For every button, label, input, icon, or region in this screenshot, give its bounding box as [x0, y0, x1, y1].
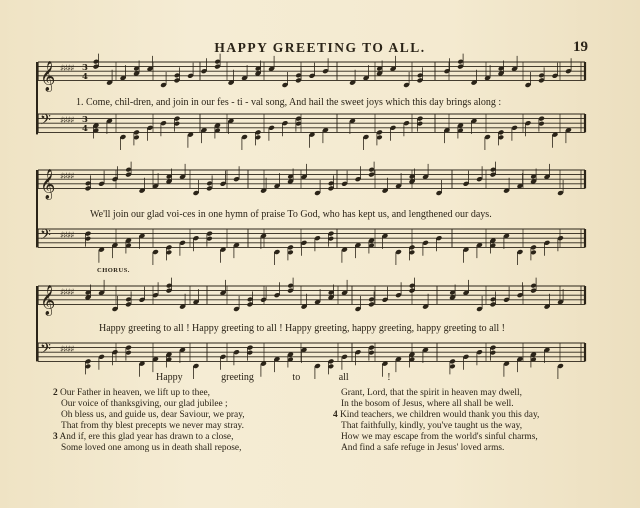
key-signature: ♯♯♯♯ [60, 64, 74, 74]
verse-2-line-2: Our voice of thanksgiving, our glad jubilee ; [61, 398, 228, 409]
verse-3-line-3: Grant, Lord, that the spirit in heaven may dwell, [341, 388, 522, 398]
lyrics-chorus-treble: Happy greeting to all ! Happy greeting to all ! Happy greeting, happy greeting, happy greeting to all ! [99, 323, 505, 334]
verse-3-line-1: 3 And if, ere this glad year has drawn to a close, [53, 431, 234, 442]
verse-4-line-3: How we may escape from the world's sinful charms, [341, 431, 538, 442]
key-signature: ♯♯♯♯ [60, 231, 74, 241]
bass-clef: 𝄢 [40, 227, 51, 247]
verse-4-line-2: That faithfully, kindly, you've taught us the way, [341, 420, 523, 431]
time-signature-top: 3 [82, 63, 88, 73]
key-signature: ♯♯♯♯ [60, 172, 74, 182]
lyrics-system-2: We'll join our glad voi-ces in one hymn of praise To God, who has kept us, and lengthened our days. [90, 209, 492, 220]
key-signature: ♯♯♯♯ [60, 288, 74, 298]
key-signature: ♯♯♯♯ [60, 116, 74, 126]
time-signature-top: 3 [82, 115, 88, 125]
treble-clef: 𝄞 [40, 169, 56, 200]
verses-left-column [53, 388, 245, 453]
lyrics-chorus-bass: Happy greeting to all ! [156, 372, 391, 383]
verse-3-line-4: In the bosom of Jesus, where all shall be well. [341, 398, 514, 409]
bass-clef: 𝄢 [40, 341, 51, 361]
time-signature-bottom: 4 [82, 124, 88, 134]
song-title: HAPPY GREETING TO ALL. [214, 40, 426, 55]
key-signature: ♯♯♯♯ [60, 345, 74, 355]
verse-4-line-1: 4 Kind teachers, we children would thank you this day, [333, 409, 540, 420]
chorus-label: CHORUS. [97, 267, 130, 274]
verse-4-line-4: And find a safe refuge in Jesus' loved arms. [341, 442, 505, 453]
treble-clef: 𝄞 [40, 285, 56, 316]
verse-2-line-4: That from thy blest precepts we never may stray. [61, 420, 244, 431]
verse-2-line-3: Oh bless us, and guide us, dear Saviour, we pray, [61, 409, 245, 420]
verse-3-line-2: Some loved one among us in death shall repose, [61, 442, 242, 453]
verses-right-column [333, 388, 539, 453]
page-number: 19 [573, 39, 588, 55]
verse-2-line-1: 2 Our Father in heaven, we lift up to thee, [53, 388, 210, 398]
bass-clef: 𝄢 [40, 112, 51, 132]
time-signature-bottom: 4 [82, 72, 88, 82]
lyrics-system-1: 1. Come, chil-dren, and join in our fes - ti - val song, And hail the sweet joys which this day brings along : [76, 97, 502, 108]
treble-clef: 𝄞 [40, 61, 56, 92]
